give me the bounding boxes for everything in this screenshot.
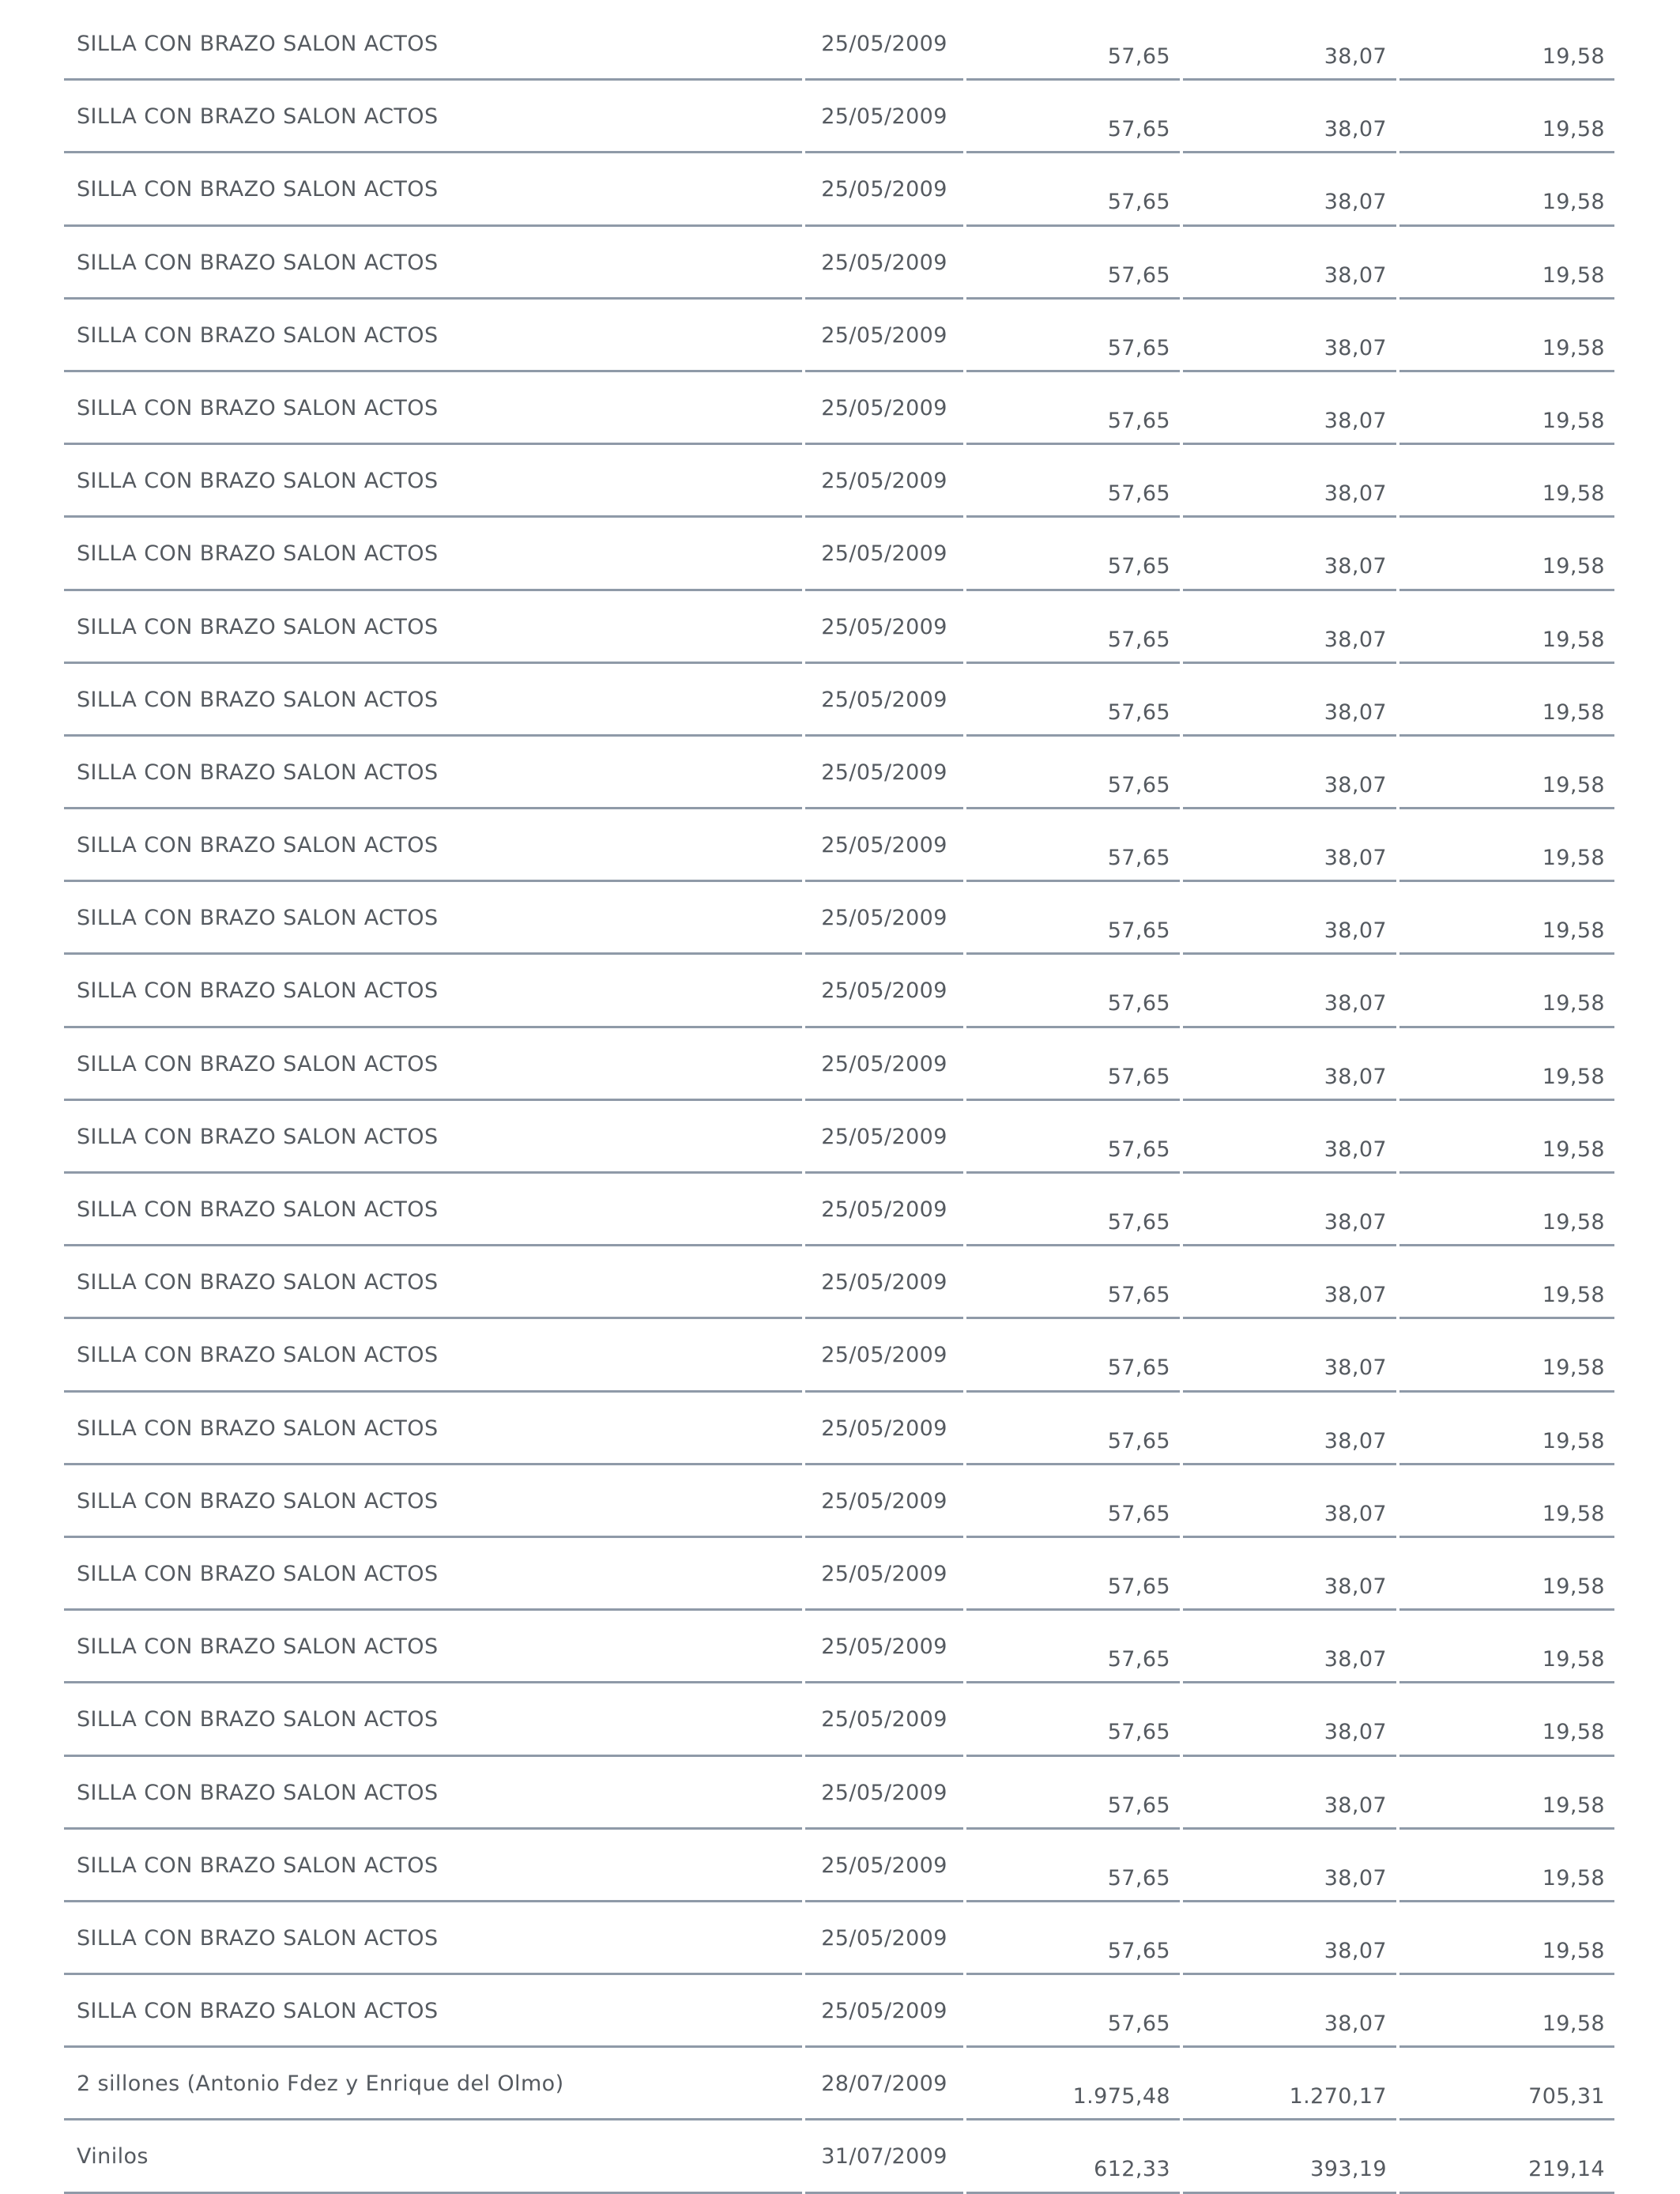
cell-amount-2: 38,07 [1183,1101,1396,1174]
cell-amount-3: 19,58 [1399,1902,1614,1975]
table-row [64,1611,1614,1683]
cell-date: 25/05/2009 [805,955,963,1027]
cell-description: SILLA CON BRAZO SALON ACTOS [64,8,802,81]
cell-amount-2: 38,07 [1183,1319,1396,1392]
cell-amount-1: 57,65 [966,1757,1180,1830]
cell-description: SILLA CON BRAZO SALON ACTOS [64,1028,802,1101]
cell-description: Vinilos [64,2120,802,2193]
cell-amount-2: 38,07 [1183,1611,1396,1683]
cell-amount-1: 57,65 [966,1830,1180,1902]
table-row [64,882,1614,955]
cell-amount-3: 19,58 [1399,81,1614,153]
table-row [64,518,1614,590]
cell-amount-1: 57,65 [966,1975,1180,2048]
cell-amount-3: 19,58 [1399,153,1614,226]
cell-amount-1: 57,65 [966,1465,1180,1538]
cell-amount-3: 19,58 [1399,882,1614,955]
table-row [64,1101,1614,1174]
cell-description: SILLA CON BRAZO SALON ACTOS [64,809,802,882]
cell-description: SILLA CON BRAZO SALON ACTOS [64,737,802,809]
cell-date: 25/05/2009 [805,153,963,226]
cell-date: 25/05/2009 [805,1319,963,1392]
cell-amount-1: 57,65 [966,809,1180,882]
cell-description: SILLA CON BRAZO SALON ACTOS [64,445,802,518]
table-row [64,1830,1614,1902]
cell-amount-1: 57,65 [966,1683,1180,1756]
table-row [64,153,1614,226]
cell-amount-1: 57,65 [966,8,1180,81]
cell-amount-3: 19,58 [1399,445,1614,518]
cell-amount-1: 57,65 [966,1246,1180,1319]
table-row [64,227,1614,300]
cell-description: SILLA CON BRAZO SALON ACTOS [64,518,802,590]
cell-amount-1: 57,65 [966,1319,1180,1392]
cell-amount-2: 38,07 [1183,227,1396,300]
cell-amount-3: 19,58 [1399,227,1614,300]
cell-date: 25/05/2009 [805,809,963,882]
table-row [64,737,1614,809]
cell-amount-3: 19,58 [1399,300,1614,372]
cell-amount-2: 38,07 [1183,1246,1396,1319]
cell-amount-2: 38,07 [1183,809,1396,882]
cell-amount-3: 19,58 [1399,1393,1614,1465]
table-row [64,445,1614,518]
table-row [64,372,1614,445]
cell-description: SILLA CON BRAZO SALON ACTOS [64,227,802,300]
cell-amount-1: 57,65 [966,664,1180,737]
table-row [64,591,1614,664]
cell-date: 25/05/2009 [805,737,963,809]
cell-date: 25/05/2009 [805,300,963,372]
cell-date: 28/07/2009 [805,2048,963,2120]
cell-amount-1: 57,65 [966,1538,1180,1611]
cell-amount-1: 57,65 [966,300,1180,372]
table-row [64,300,1614,372]
cell-description: SILLA CON BRAZO SALON ACTOS [64,81,802,153]
cell-amount-1: 57,65 [966,1174,1180,1246]
cell-amount-2: 38,07 [1183,153,1396,226]
cell-amount-3: 219,14 [1399,2120,1614,2193]
cell-description: SILLA CON BRAZO SALON ACTOS [64,1611,802,1683]
cell-amount-1: 57,65 [966,591,1180,664]
cell-amount-3: 19,58 [1399,1683,1614,1756]
cell-amount-1: 57,65 [966,1393,1180,1465]
cell-date: 25/05/2009 [805,1757,963,1830]
cell-date: 25/05/2009 [805,1101,963,1174]
cell-amount-2: 38,07 [1183,518,1396,590]
table-row [64,81,1614,153]
cell-description: SILLA CON BRAZO SALON ACTOS [64,1319,802,1392]
cell-date: 25/05/2009 [805,1611,963,1683]
table-row [64,1319,1614,1392]
cell-amount-3: 19,58 [1399,664,1614,737]
table-row [64,2048,1614,2120]
cell-description: 2 sillones (Antonio Fdez y Enrique del Olmo) [64,2048,802,2120]
cell-description: SILLA CON BRAZO SALON ACTOS [64,1902,802,1975]
cell-description: SILLA CON BRAZO SALON ACTOS [64,1174,802,1246]
cell-date: 25/05/2009 [805,591,963,664]
cell-amount-2: 38,07 [1183,1902,1396,1975]
cell-description: SILLA CON BRAZO SALON ACTOS [64,1538,802,1611]
cell-amount-2: 38,07 [1183,1830,1396,1902]
cell-description: SILLA CON BRAZO SALON ACTOS [64,664,802,737]
cell-amount-3: 19,58 [1399,591,1614,664]
cell-amount-2: 38,07 [1183,1757,1396,1830]
cell-date: 25/05/2009 [805,1830,963,1902]
cell-amount-1: 57,65 [966,955,1180,1027]
cell-amount-3: 19,58 [1399,1319,1614,1392]
cell-amount-1: 57,65 [966,372,1180,445]
cell-amount-3: 19,58 [1399,1465,1614,1538]
cell-amount-3: 19,58 [1399,8,1614,81]
table-row [64,2120,1614,2193]
cell-date: 25/05/2009 [805,1465,963,1538]
cell-amount-1: 612,33 [966,2120,1180,2193]
cell-description: SILLA CON BRAZO SALON ACTOS [64,300,802,372]
cell-amount-2: 393,19 [1183,2120,1396,2193]
cell-amount-3: 19,58 [1399,1611,1614,1683]
cell-amount-3: 705,31 [1399,2048,1614,2120]
cell-amount-2: 38,07 [1183,1465,1396,1538]
cell-date: 25/05/2009 [805,1538,963,1611]
cell-description: SILLA CON BRAZO SALON ACTOS [64,1975,802,2048]
cell-date: 25/05/2009 [805,1174,963,1246]
cell-amount-3: 19,58 [1399,1538,1614,1611]
table-row [64,1246,1614,1319]
cell-amount-1: 57,65 [966,227,1180,300]
cell-amount-3: 19,58 [1399,1246,1614,1319]
cell-date: 25/05/2009 [805,227,963,300]
cell-description: SILLA CON BRAZO SALON ACTOS [64,372,802,445]
cell-amount-2: 38,07 [1183,664,1396,737]
cell-amount-2: 38,07 [1183,81,1396,153]
cell-amount-1: 57,65 [966,153,1180,226]
cell-description: SILLA CON BRAZO SALON ACTOS [64,955,802,1027]
cell-description: SILLA CON BRAZO SALON ACTOS [64,1246,802,1319]
cell-description: SILLA CON BRAZO SALON ACTOS [64,1683,802,1756]
cell-amount-2: 1.270,17 [1183,2048,1396,2120]
table-row [64,664,1614,737]
cell-date: 25/05/2009 [805,518,963,590]
table-row [64,809,1614,882]
cell-date: 25/05/2009 [805,882,963,955]
cell-amount-1: 57,65 [966,1028,1180,1101]
cell-amount-1: 1.975,48 [966,2048,1180,2120]
cell-description: SILLA CON BRAZO SALON ACTOS [64,882,802,955]
cell-amount-2: 38,07 [1183,8,1396,81]
cell-amount-3: 19,58 [1399,1830,1614,1902]
cell-date: 31/07/2009 [805,2120,963,2193]
table-row [64,1028,1614,1101]
cell-date: 25/05/2009 [805,1393,963,1465]
cell-amount-2: 38,07 [1183,1393,1396,1465]
cell-amount-2: 38,07 [1183,1174,1396,1246]
cell-date: 25/05/2009 [805,372,963,445]
cell-description: SILLA CON BRAZO SALON ACTOS [64,591,802,664]
cell-amount-3: 19,58 [1399,809,1614,882]
cell-amount-3: 19,58 [1399,518,1614,590]
cell-amount-3: 19,58 [1399,1028,1614,1101]
cell-amount-2: 38,07 [1183,372,1396,445]
table-row [64,1683,1614,1756]
table-row [64,955,1614,1027]
cell-amount-2: 38,07 [1183,1975,1396,2048]
cell-amount-3: 19,58 [1399,372,1614,445]
cell-amount-2: 38,07 [1183,737,1396,809]
table-row [64,1538,1614,1611]
table-row [64,1757,1614,1830]
table-row [64,1465,1614,1538]
cell-date: 25/05/2009 [805,664,963,737]
cell-amount-3: 19,58 [1399,1174,1614,1246]
cell-amount-3: 19,58 [1399,1975,1614,2048]
cell-amount-1: 57,65 [966,518,1180,590]
cell-amount-1: 57,65 [966,737,1180,809]
cell-description: SILLA CON BRAZO SALON ACTOS [64,1830,802,1902]
cell-date: 25/05/2009 [805,1975,963,2048]
cell-date: 25/05/2009 [805,1246,963,1319]
cell-amount-1: 57,65 [966,445,1180,518]
table-row [64,1174,1614,1246]
cell-amount-1: 57,65 [966,1611,1180,1683]
cell-date: 25/05/2009 [805,1028,963,1101]
cell-amount-2: 38,07 [1183,1683,1396,1756]
cell-description: SILLA CON BRAZO SALON ACTOS [64,1101,802,1174]
cell-amount-1: 57,65 [966,1902,1180,1975]
cell-description: SILLA CON BRAZO SALON ACTOS [64,1465,802,1538]
cell-date: 25/05/2009 [805,81,963,153]
cell-amount-1: 57,65 [966,81,1180,153]
cell-date: 25/05/2009 [805,1683,963,1756]
cell-description: SILLA CON BRAZO SALON ACTOS [64,153,802,226]
cell-amount-2: 38,07 [1183,1028,1396,1101]
cell-amount-2: 38,07 [1183,300,1396,372]
table-row [64,8,1614,81]
cell-amount-2: 38,07 [1183,1538,1396,1611]
assets-table [64,8,1614,2194]
cell-amount-2: 38,07 [1183,445,1396,518]
cell-amount-1: 57,65 [966,882,1180,955]
cell-date: 25/05/2009 [805,445,963,518]
table-row [64,1975,1614,2048]
cell-amount-3: 19,58 [1399,1757,1614,1830]
cell-date: 25/05/2009 [805,8,963,81]
cell-amount-3: 19,58 [1399,737,1614,809]
cell-date: 25/05/2009 [805,1902,963,1975]
cell-amount-2: 38,07 [1183,591,1396,664]
table-row [64,1393,1614,1465]
table-row [64,1902,1614,1975]
cell-amount-3: 19,58 [1399,955,1614,1027]
cell-description: SILLA CON BRAZO SALON ACTOS [64,1757,802,1830]
cell-amount-1: 57,65 [966,1101,1180,1174]
cell-amount-2: 38,07 [1183,955,1396,1027]
cell-description: SILLA CON BRAZO SALON ACTOS [64,1393,802,1465]
cell-amount-3: 19,58 [1399,1101,1614,1174]
cell-amount-2: 38,07 [1183,882,1396,955]
